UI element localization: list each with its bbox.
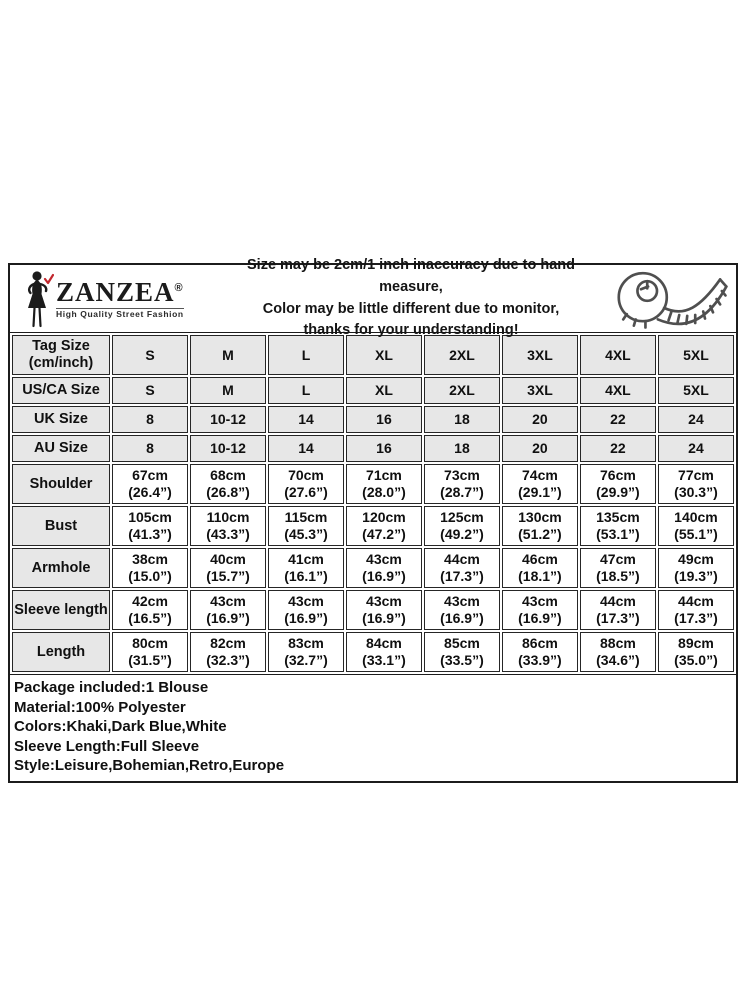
size-table-body (12, 335, 734, 672)
chart-header (10, 257, 736, 339)
size-value-cell: 10-12 (190, 435, 266, 462)
size-value-cell: 43cm (16.9”) (424, 590, 500, 630)
size-value-cell: 140cm (55.1”) (658, 506, 734, 546)
size-value-cell: 68cm (26.8”) (190, 464, 266, 504)
size-value-cell: 43cm (16.9”) (190, 590, 266, 630)
size-value-cell: 43cm (16.9”) (346, 590, 422, 630)
size-value-cell: 71cm (28.0”) (346, 464, 422, 504)
size-value-cell: 44cm (17.3”) (658, 590, 734, 630)
size-value-cell: 83cm (32.7”) (268, 632, 344, 672)
table-row (12, 548, 734, 588)
size-value-cell: 40cm (15.7”) (190, 548, 266, 588)
info-line-package: Package included:1 Blouse (14, 679, 209, 696)
size-value-cell: 3XL (502, 377, 578, 404)
size-value-cell: 135cm (53.1”) (580, 506, 656, 546)
size-value-cell: 115cm (45.3”) (268, 506, 344, 546)
size-value-cell: S (112, 335, 188, 375)
size-value-cell: 24 (658, 406, 734, 433)
size-value-cell: S (112, 377, 188, 404)
tape-measure-icon (608, 267, 730, 331)
size-value-cell: 70cm (27.6”) (268, 464, 344, 504)
row-label-cell: Bust (12, 506, 110, 546)
info-line-style: Style:Leisure,Bohemian,Retro,Europe (14, 757, 285, 774)
size-value-cell: 86cm (33.9”) (502, 632, 578, 672)
info-line-colors: Colors:Khaki,Dark Blue,White (14, 718, 227, 735)
size-value-cell: 105cm (41.3”) (112, 506, 188, 546)
size-value-cell: M (190, 335, 266, 375)
size-value-cell: 43cm (16.9”) (502, 590, 578, 630)
size-value-cell: 2XL (424, 377, 500, 404)
size-value-cell: 44cm (17.3”) (424, 548, 500, 588)
size-value-cell: 14 (268, 406, 344, 433)
size-value-cell: 76cm (29.9”) (580, 464, 656, 504)
size-value-cell: 44cm (17.3”) (580, 590, 656, 630)
row-label-cell: Armhole (12, 548, 110, 588)
size-value-cell: 110cm (43.3”) (190, 506, 266, 546)
size-value-cell: 16 (346, 406, 422, 433)
row-label-cell: Length (12, 632, 110, 672)
registered-mark: ® (174, 281, 184, 294)
size-table (10, 333, 736, 674)
row-label-cell: Shoulder (12, 464, 110, 504)
size-value-cell: 5XL (658, 335, 734, 375)
size-value-cell: 67cm (26.4”) (112, 464, 188, 504)
table-row (12, 590, 734, 630)
product-info (10, 674, 736, 781)
brand-name: ZANZEA® (56, 276, 184, 307)
size-value-cell: 4XL (580, 335, 656, 375)
size-value-cell: 89cm (35.0”) (658, 632, 734, 672)
size-value-cell: 84cm (33.1”) (346, 632, 422, 672)
size-value-cell: 22 (580, 435, 656, 462)
size-value-cell: 130cm (51.2”) (502, 506, 578, 546)
size-value-cell: 8 (112, 406, 188, 433)
size-value-cell: 125cm (49.2”) (424, 506, 500, 546)
size-value-cell: 49cm (19.3”) (658, 548, 734, 588)
table-row (12, 406, 734, 433)
size-value-cell: L (268, 335, 344, 375)
brand-tagline: High Quality Street Fashion (56, 308, 184, 319)
size-value-cell: 16 (346, 435, 422, 462)
size-value-cell: 82cm (32.3”) (190, 632, 266, 672)
table-row (12, 632, 734, 672)
row-label-cell: Tag Size (cm/inch) (12, 335, 110, 375)
info-line-material: Material:100% Polyester (14, 698, 186, 716)
disclaimer-line: Size may be 2cm/1 inch inaccuracy due to hand measure, (247, 257, 575, 295)
size-value-cell: XL (346, 335, 422, 375)
size-value-cell: 8 (112, 435, 188, 462)
zanzea-logo (20, 270, 218, 328)
row-label-cell: Sleeve length (12, 590, 110, 630)
size-value-cell: 85cm (33.5”) (424, 632, 500, 672)
size-value-cell: 43cm (16.9”) (268, 590, 344, 630)
size-value-cell: 20 (502, 435, 578, 462)
table-row (12, 464, 734, 504)
size-value-cell: 10-12 (190, 406, 266, 433)
size-value-cell: 74cm (29.1”) (502, 464, 578, 504)
size-value-cell: 43cm (16.9”) (346, 548, 422, 588)
table-row (12, 506, 734, 546)
measure-disclaimer (218, 255, 604, 342)
size-value-cell: 38cm (15.0”) (112, 548, 188, 588)
size-value-cell: 22 (580, 406, 656, 433)
info-line-sleeve: Sleeve Length:Full Sleeve (14, 737, 200, 755)
size-value-cell: 77cm (30.3”) (658, 464, 734, 504)
size-value-cell: 4XL (580, 377, 656, 404)
size-value-cell: 42cm (16.5”) (112, 590, 188, 630)
woman-silhouette-icon (20, 270, 54, 328)
disclaimer-line: thanks for your understanding! (303, 322, 519, 339)
size-value-cell: 18 (424, 435, 500, 462)
size-value-cell: 46cm (18.1”) (502, 548, 578, 588)
size-value-cell: 41cm (16.1”) (268, 548, 344, 588)
size-value-cell: 88cm (34.6”) (580, 632, 656, 672)
table-row (12, 435, 734, 462)
disclaimer-line: Color may be little different due to monitor, (262, 300, 560, 317)
size-value-cell: 24 (658, 435, 734, 462)
size-value-cell: 5XL (658, 377, 734, 404)
size-value-cell: 80cm (31.5”) (112, 632, 188, 672)
size-value-cell: 18 (424, 406, 500, 433)
size-value-cell: 47cm (18.5”) (580, 548, 656, 588)
size-value-cell: L (268, 377, 344, 404)
size-value-cell: 20 (502, 406, 578, 433)
size-value-cell: 120cm (47.2”) (346, 506, 422, 546)
size-value-cell: 73cm (28.7”) (424, 464, 500, 504)
table-row (12, 377, 734, 404)
size-value-cell: XL (346, 377, 422, 404)
row-label-cell: AU Size (12, 435, 110, 462)
size-value-cell: M (190, 377, 266, 404)
size-chart-sheet (8, 257, 738, 783)
size-value-cell: 2XL (424, 335, 500, 375)
size-value-cell: 3XL (502, 335, 578, 375)
row-label-cell: US/CA Size (12, 377, 110, 404)
size-value-cell: 14 (268, 435, 344, 462)
row-label-cell: UK Size (12, 406, 110, 433)
